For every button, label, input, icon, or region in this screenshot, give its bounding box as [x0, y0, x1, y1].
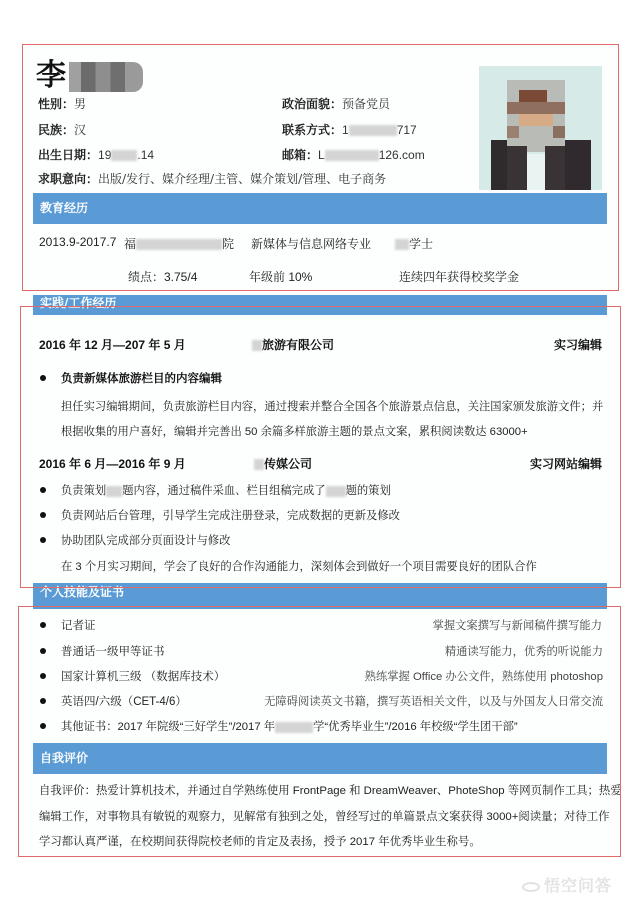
bullet-icon — [40, 537, 46, 543]
edu-rank: 年级前 10% — [249, 270, 313, 284]
info-email: 邮箱：L 126.com — [282, 148, 425, 162]
job2-company: 传媒公司 — [254, 455, 312, 472]
bullet-icon — [40, 512, 46, 518]
bullet-icon — [40, 648, 46, 654]
edu-gpa: 绩点：3.75/4 — [128, 270, 198, 284]
watermark: 悟空问答 — [522, 873, 612, 896]
info-phone: 联系方式：1 717 — [282, 123, 417, 137]
skill-1-desc: 掌握文案撰写与新闻稿件撰写能力 — [432, 620, 602, 632]
skill-4-desc: 无障碍阅读英文书籍，撰写英语相关文件，以及与外国友人日常交流 — [264, 696, 603, 708]
skill-other-certs: 其他证书：2017 年院级“三好学生”/2017 年 学“优秀毕业生”/2016 年校级“学生团干部” — [61, 721, 518, 733]
bullet-icon — [40, 622, 46, 628]
info-gender: 性别：男 — [38, 97, 87, 111]
job1-role: 实习编辑 — [553, 338, 602, 352]
self-eval-line-2: 编辑工作，对事物具有敏锐的观察力，见解常有独到之处，曾经写过的单篇景点文案获得 3000+阅读量；对待工作 — [39, 811, 610, 823]
wukong-logo-icon — [522, 882, 540, 892]
job2-role: 实习网站编辑 — [529, 457, 602, 471]
job2-summary: 在 3 个月实习期间，学会了良好的合作沟通能力，深刻体会到做好一个项目需要良好的团队合作 — [61, 561, 537, 573]
bullet-icon — [40, 375, 46, 381]
job2-bullet-3: 协助团队完成部分页面设计与修改 — [61, 535, 231, 547]
edu-award: 连续四年获得校奖学金 — [399, 270, 520, 284]
edu-degree: 学士 — [395, 235, 433, 252]
section-header-skills: 个人技能及证书 — [33, 583, 607, 609]
job2-bullet-1: 负责策划 题内容，通过稿件采血、栏目组稿完成了 题的策划 — [61, 485, 391, 497]
redaction — [326, 486, 346, 497]
skill-3-name: 国家计算机三级 （数据库技术） — [61, 671, 226, 683]
info-political: 政治面貌：预备党员 — [282, 97, 391, 111]
job1-period: 2016 年 12 月—207 年 5 月 — [39, 338, 186, 352]
self-eval-line-1: 自我评价：热爱计算机技术，并通过自学熟练使用 FrontPage 和 DreamWeaver、PhoteShop 等网页制作工具；热爱 — [39, 785, 622, 797]
edu-major: 新媒体与信息网络专业 — [251, 237, 372, 251]
section-header-self-eval: 自我评价 — [33, 743, 607, 774]
redaction — [111, 150, 137, 161]
job2-bullet-2: 负责网站后台管理，引导学生完成注册登录，完成数据的更新及修改 — [61, 510, 400, 522]
edu-period: 2013.9-2017.7 — [39, 235, 117, 249]
redaction — [254, 459, 264, 470]
info-ethnicity: 民族：汉 — [38, 123, 87, 137]
redaction — [136, 239, 222, 250]
section-header-work: 实践/工作经历 — [33, 295, 607, 315]
bullet-icon — [40, 698, 46, 704]
skill-1-name: 记者证 — [61, 620, 96, 632]
skill-4-name: 英语四/六级（CET-4/6） — [61, 696, 187, 708]
skill-2-name: 普通话一级甲等证书 — [61, 646, 165, 658]
redaction — [275, 722, 313, 733]
redaction — [252, 340, 262, 351]
section-header-education: 教育经历 — [33, 193, 607, 224]
profile-photo — [479, 66, 602, 190]
job1-desc-line-1: 担任实习编辑期间，负责旅游栏目内容，通过搜索并整合全国各个旅游景点信息，关注国家颁发旅游文件；并 — [61, 401, 604, 413]
skill-2-desc: 精通读写能力，优秀的听说能力 — [444, 646, 603, 658]
bullet-icon — [40, 673, 46, 679]
name-redaction — [69, 62, 143, 92]
info-job-intent: 求职意向：出版/发行、媒介经理/主管、媒介策划/管理、电子商务 — [38, 172, 387, 186]
job2-period: 2016 年 6 月—2016 年 9 月 — [39, 457, 186, 471]
bullet-icon — [40, 723, 46, 729]
skill-3-desc: 熟练掌握 Office 办公文件，熟练使用 photoshop — [364, 671, 603, 683]
job1-company: 旅游有限公司 — [252, 336, 334, 353]
candidate-name: 李 — [36, 50, 143, 94]
redaction — [325, 150, 379, 161]
self-eval-line-3: 学习都认真严谨，在校期间获得院校老师的肯定及表扬，授予 2017 年优秀毕业生称号。 — [39, 836, 481, 848]
redaction — [395, 239, 409, 250]
job1-desc-line-2: 根据收集的用户喜好，编辑并完善出 50 余篇多样旅游主题的景点文案，累积阅读数达 63000+ — [61, 426, 528, 438]
redaction — [349, 125, 397, 136]
redaction — [106, 486, 122, 497]
bullet-icon — [40, 487, 46, 493]
info-birth: 出生日期：19 .14 — [38, 148, 155, 162]
job1-bullet-1: 负责新媒体旅游栏目的内容编辑 — [61, 373, 222, 385]
edu-school: 福 院 — [124, 237, 235, 251]
